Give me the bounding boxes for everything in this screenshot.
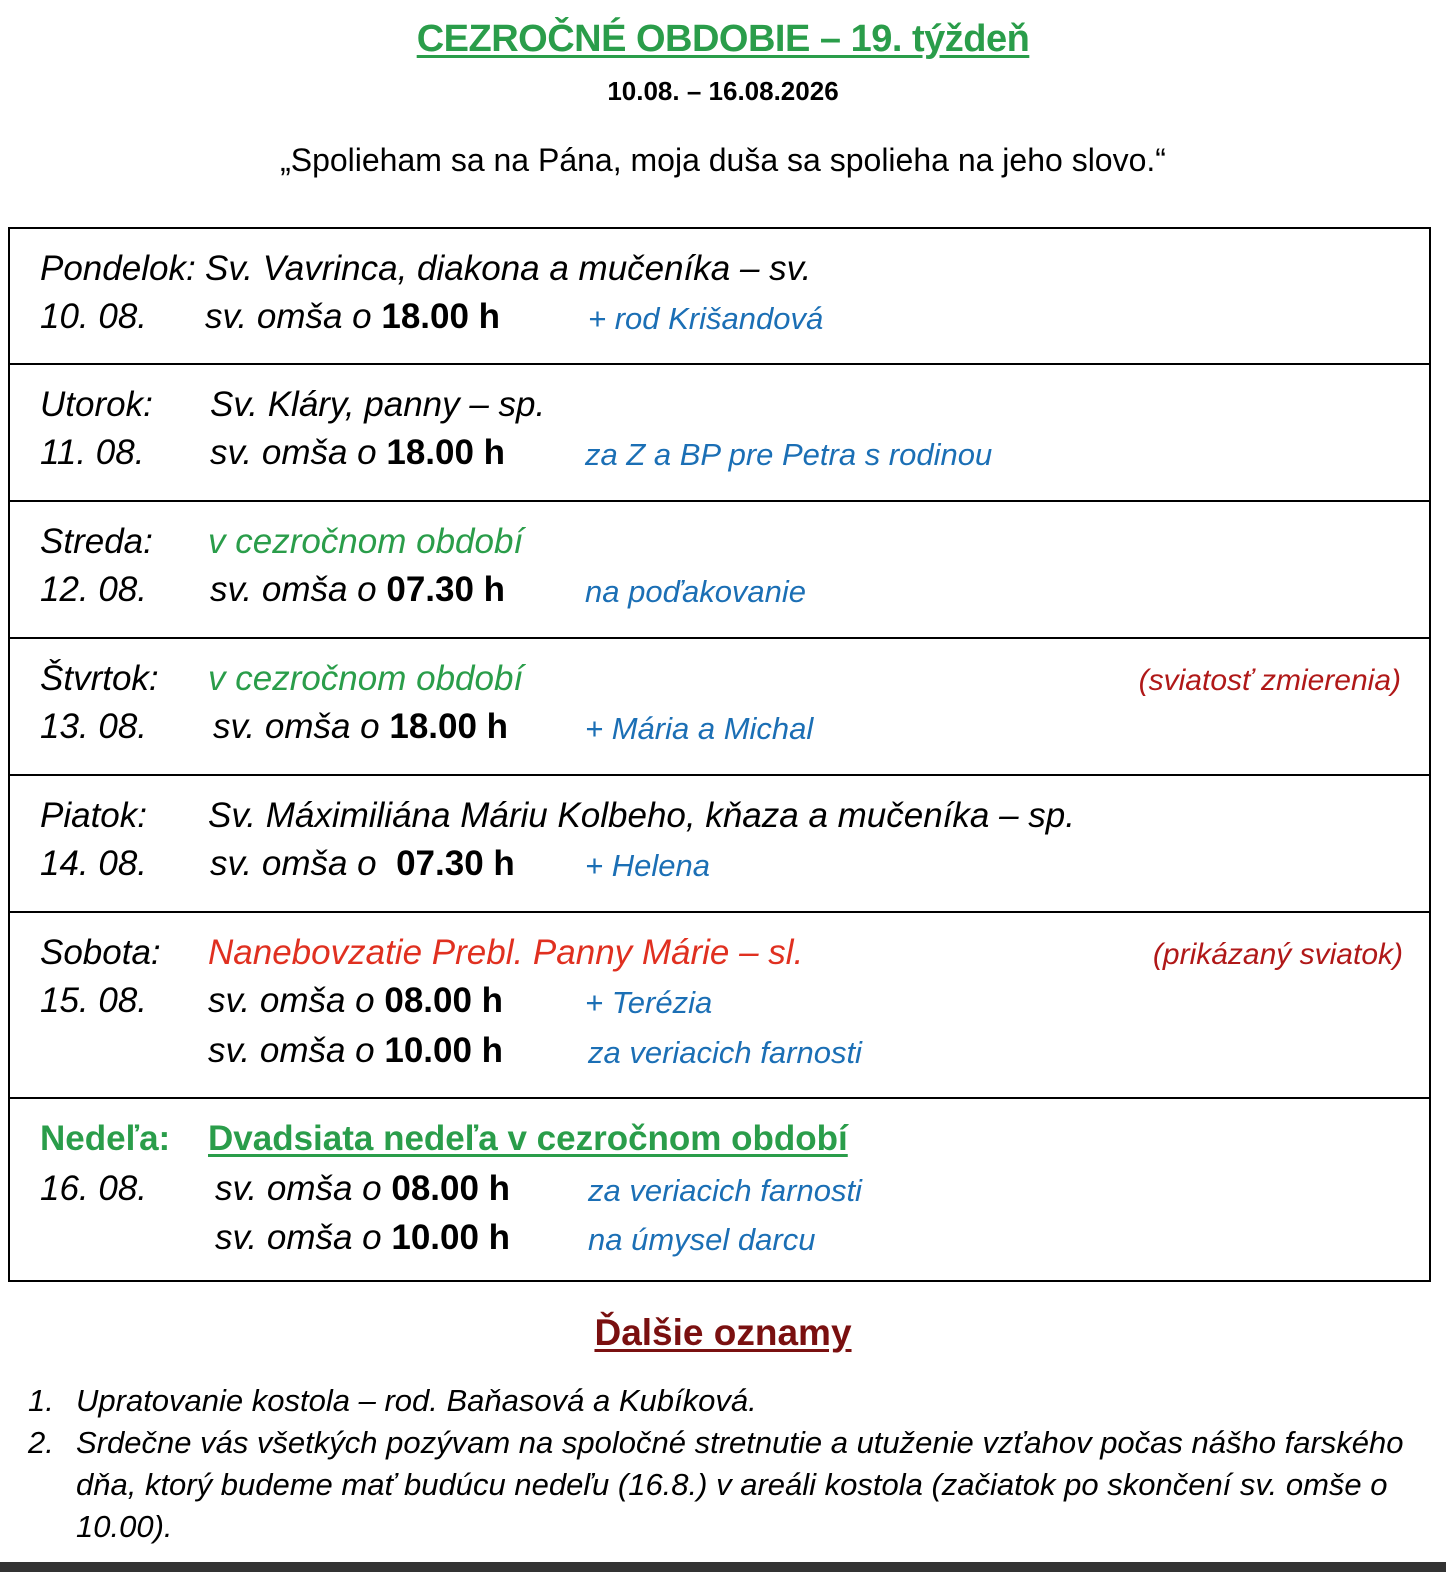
feast-label: Sv. Máximiliána Máriu Kolbeho, kňaza a mučeníka – sp. — [208, 796, 1075, 835]
list-item-number: 1. — [28, 1383, 54, 1418]
mass-intention: za veriacich farnosti — [588, 1035, 862, 1070]
schedule-row-saturday — [10, 913, 1429, 1099]
page-title — [0, 18, 1446, 61]
date-label: 15. 08. — [40, 981, 148, 1020]
date-label: 12. 08. — [40, 570, 148, 609]
date-label: 11. 08. — [40, 433, 145, 472]
date-label: 13. 08. — [40, 707, 148, 746]
mass-time: sv. omša o 07.30 h — [210, 844, 515, 883]
feast-label: Sv. Kláry, panny – sp. — [210, 385, 546, 424]
day-note: (sviatosť zmierenia) — [1138, 664, 1401, 697]
schedule-row-thursday — [10, 639, 1429, 776]
list-item-text: Upratovanie kostola – rod. Baňasová a Kubíková. — [76, 1383, 757, 1418]
day-label: Pondelok: — [40, 249, 196, 288]
mass-intention: + rod Krišandová — [588, 301, 824, 336]
mass-intention: + Mária a Michal — [585, 711, 814, 746]
day-note: (prikázaný sviatok) — [1152, 938, 1403, 971]
title-text: CEZROČNÉ OBDOBIE – 19. týždeň — [416, 18, 1030, 60]
announcements-list — [28, 1380, 1408, 1548]
mass-time: sv. omša o 18.00 h — [210, 433, 506, 472]
mass-time: sv. omša o 10.00 h — [215, 1218, 511, 1257]
schedule-row-tuesday — [10, 365, 1429, 502]
mass-time: sv. omša o 07.30 h — [210, 570, 506, 609]
day-label: Utorok: — [40, 385, 153, 424]
feast-label: Nanebovzatie Prebl. Panny Márie – sl. — [208, 933, 804, 972]
schedule-row-friday — [10, 776, 1429, 913]
week-dates: 10.08. – 16.08.2026 — [607, 76, 839, 106]
schedule-row-wednesday — [10, 502, 1429, 639]
list-item — [28, 1380, 1408, 1422]
schedule-row-monday — [10, 229, 1429, 365]
mass-intention: + Helena — [585, 848, 710, 883]
date-label: 16. 08. — [40, 1169, 148, 1208]
mass-time: sv. omša o 10.00 h — [208, 1031, 504, 1070]
day-label: Piatok: — [40, 796, 147, 835]
mass-time: sv. omša o 18.00 h — [205, 297, 501, 336]
mass-time: sv. omša o 18.00 h — [213, 707, 509, 746]
date-label: 10. 08. — [40, 297, 148, 336]
date-label: 14. 08. — [40, 844, 148, 883]
mass-schedule-table — [8, 227, 1431, 1282]
day-label: Štvrtok: — [40, 659, 159, 698]
schedule-row-sunday — [10, 1099, 1429, 1282]
day-label: Sobota: — [40, 933, 161, 972]
day-label: Nedeľa: — [40, 1119, 171, 1158]
feast-label: Dvadsiata nedeľa v cezročnom období — [208, 1119, 848, 1158]
mass-time: sv. omša o 08.00 h — [208, 981, 504, 1020]
day-label: Streda: — [40, 522, 153, 561]
announcements-title — [0, 1312, 1446, 1354]
feast-label: v cezročnom období — [208, 522, 524, 561]
mass-intention: na úmysel darcu — [588, 1222, 816, 1257]
list-item-text: Srdečne vás všetkých pozývam na spoločné stretnutie a utuženie vzťahov počas nášho farského dňa, ktorý budeme mať budúcu nedeľu (16.8.) v areáli kostola (začiatok po skončení sv. omše o 10.00). — [76, 1425, 1404, 1544]
feast-label: Sv. Vavrinca, diakona a mučeníka – sv. — [205, 249, 812, 288]
mass-time: sv. omša o 08.00 h — [215, 1169, 511, 1208]
mass-intention: za Z a BP pre Petra s rodinou — [585, 437, 993, 472]
list-item — [28, 1422, 1408, 1548]
mass-intention: za veriacich farnosti — [588, 1173, 862, 1208]
mass-intention: + Terézia — [585, 985, 713, 1020]
feast-label: v cezročnom období — [208, 659, 524, 698]
weekly-quote: „Spolieham sa na Pána, moja duša sa spolieha na jeho slovo.“ — [280, 142, 1166, 178]
list-item-number: 2. — [28, 1425, 54, 1460]
announcements-title-text: Ďalšie oznamy — [594, 1312, 852, 1353]
mass-intention: na poďakovanie — [585, 574, 807, 609]
bottom-divider — [0, 1562, 1446, 1572]
